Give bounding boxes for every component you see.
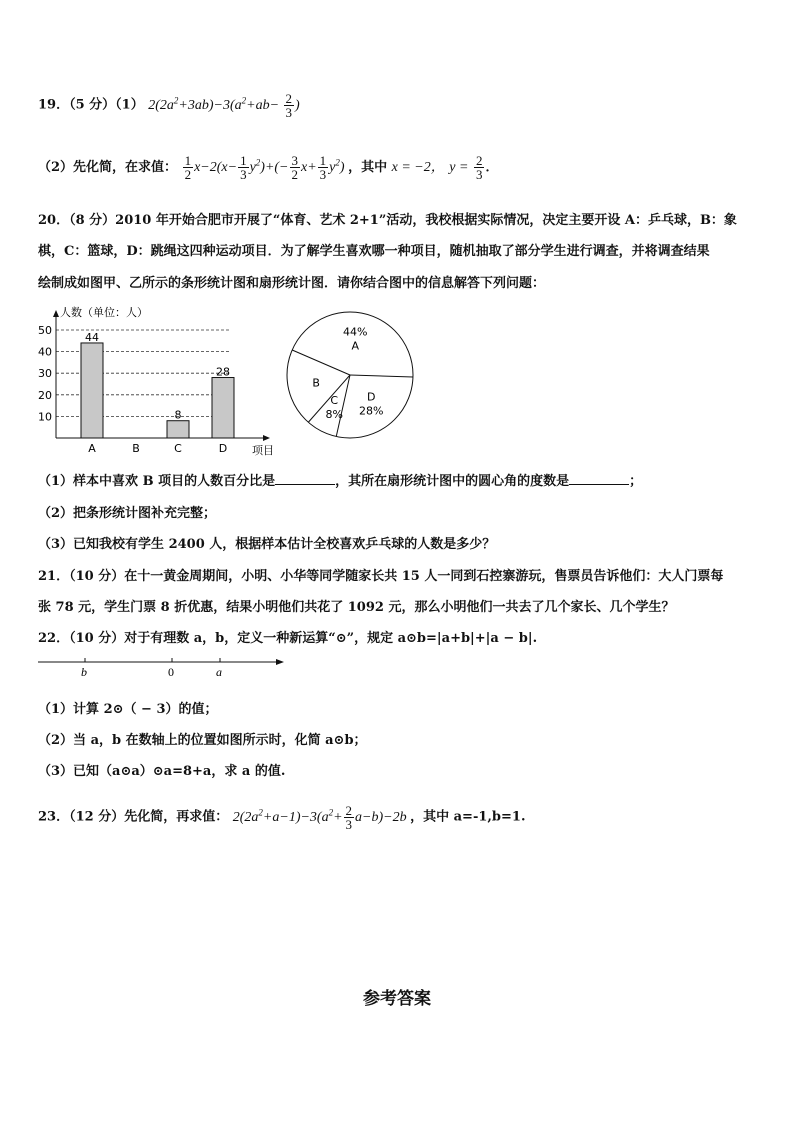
y-tick-label: 30	[38, 367, 52, 381]
q20-line3: 绘制成如图甲、乙所示的条形统计图和扇形统计图．请你结合图中的信息解答下列问题：	[38, 276, 546, 291]
q22-sub2: （2）当 a，b 在数轴上的位置如图所示时，化简 a⊙b；	[38, 733, 367, 748]
q21-line1: 21．（10 分）在十一黄金周期间，小明、小华等同学随家长共 15 人一同到石控寨游玩，售票员告诉他们：大人门票每	[38, 569, 724, 584]
answer-blank-2[interactable]	[569, 472, 629, 485]
y-tick-label: 10	[38, 410, 52, 424]
y-tick-label: 50	[38, 324, 52, 337]
q20-sub3: （3）已知我校有学生 2400 人，根据样本估计全校喜欢乒乓球的人数是多少？	[38, 537, 496, 552]
q22-sub1: （1）计算 2⊙（ − 3）的值；	[38, 702, 218, 717]
pie-slice-label: B	[312, 376, 320, 390]
pie-slice-percent: 28%	[359, 404, 384, 418]
q19-expr1: $2(2a^2+3ab)-3(a^2+ab-$ $\frac{2}{3}$ )	[148, 91, 300, 120]
pie-slice-label: A	[351, 339, 359, 353]
x-axis-arrow	[263, 435, 270, 441]
label-0: 0	[168, 665, 174, 678]
bar-y-label: 人数（单位：人）	[60, 306, 148, 319]
answer-section-title: 参考答案	[363, 989, 431, 1009]
number-line-arrow	[276, 659, 284, 665]
x-tick-label: D	[218, 442, 228, 455]
q23-line: 23．（12 分）先化简，再求值： $2(2a^2+a-1)-3(a^2+$ $\frac{2}{3}$ a−b)−2b ，其中 a=-1,b=1.	[38, 803, 526, 832]
q20-line1: 20．（8 分）2010 年开始合肥市开展了“体育、艺术 2+1”活动，我校根据实际情况，决定主要开设 A：乒乓球，B：象	[38, 213, 737, 228]
number-line	[36, 650, 296, 678]
label-a: a	[216, 665, 222, 678]
q20-sub2: （2）把条形统计图补充完整；	[38, 506, 217, 521]
q19-line2: （2）先化简，在求值： $\frac{1}{2}$ x−2(x− $\frac{1}{3}$ $y^2)+(-$ $\frac{3}{2}$ x+ $\frac{1}{3}$ $y^2$) ，其中 x = −2， y = $\frac{2}{3}$ ．	[38, 153, 499, 183]
answer-blank-1[interactable]	[275, 472, 335, 485]
q19-line1	[38, 92, 300, 119]
bar-data-label: 44	[85, 330, 99, 344]
x-tick-label: B	[132, 442, 140, 455]
pie-slice-label: D	[366, 390, 376, 404]
q19-head: 19．（5 分）（1）	[38, 97, 144, 113]
bar-data-label: 28	[216, 365, 230, 379]
label-b: b	[81, 665, 87, 678]
bar-D	[212, 378, 234, 438]
pie-slice-label: C	[330, 393, 339, 407]
q23-expr: $2(2a^2+a-1)-3(a^2+$ $\frac{2}{3}$ a−b)−2b	[232, 803, 407, 832]
bar-data-label: 8	[174, 408, 182, 422]
q19-part2-head: （2）先化简，在求值：	[38, 160, 178, 175]
pie-slice-percent: 44%	[342, 325, 368, 339]
x-tick-label: C	[174, 442, 182, 455]
q22-sub3: （3）已知（a⊙a）⊙a=8+a，求 a 的值.	[38, 764, 286, 779]
q20-line2: 棋，C：篮球，D：跳绳这四种运动项目．为了解学生喜欢哪一种项目，随机抽取了部分学生进行调查，并将调查结果	[38, 244, 710, 259]
y-tick-label: 40	[38, 345, 52, 359]
q21-line2: 张 78 元，学生门票 8 折优惠，结果小明他们共花了 1092 元，那么小明他们一共去了几个家长、几个学生？	[38, 600, 675, 615]
bar-chart	[30, 300, 280, 460]
y-tick-label: 20	[38, 388, 52, 402]
x-tick-label: A	[88, 442, 96, 455]
q20-sub1: （1）样本中喜欢 B 项目的人数百分比是 ，其所在扇形统计图中的圆心角的度数是 ；	[38, 474, 643, 489]
bar-C	[167, 421, 189, 438]
bar-A	[81, 343, 103, 438]
y-axis-arrow	[53, 310, 59, 317]
bar-x-label: 项目	[252, 444, 274, 457]
q22-line1: 22．（10 分）对于有理数 a，b，定义一种新运算“⊙”，规定 a⊙b=|a+b|+|a − b|.	[38, 631, 538, 646]
fraction-2-3: $\frac{2}{3}$	[285, 91, 293, 120]
pie-chart	[284, 309, 424, 449]
q19-expr2: $\frac{1}{2}$ x−2(x− $\frac{1}{3}$ $y^2)+(-$ $\frac{3}{2}$ x+ $\frac{1}{3}$ $y^2$)	[184, 153, 345, 183]
pie-slice-percent: 8%	[325, 407, 343, 421]
